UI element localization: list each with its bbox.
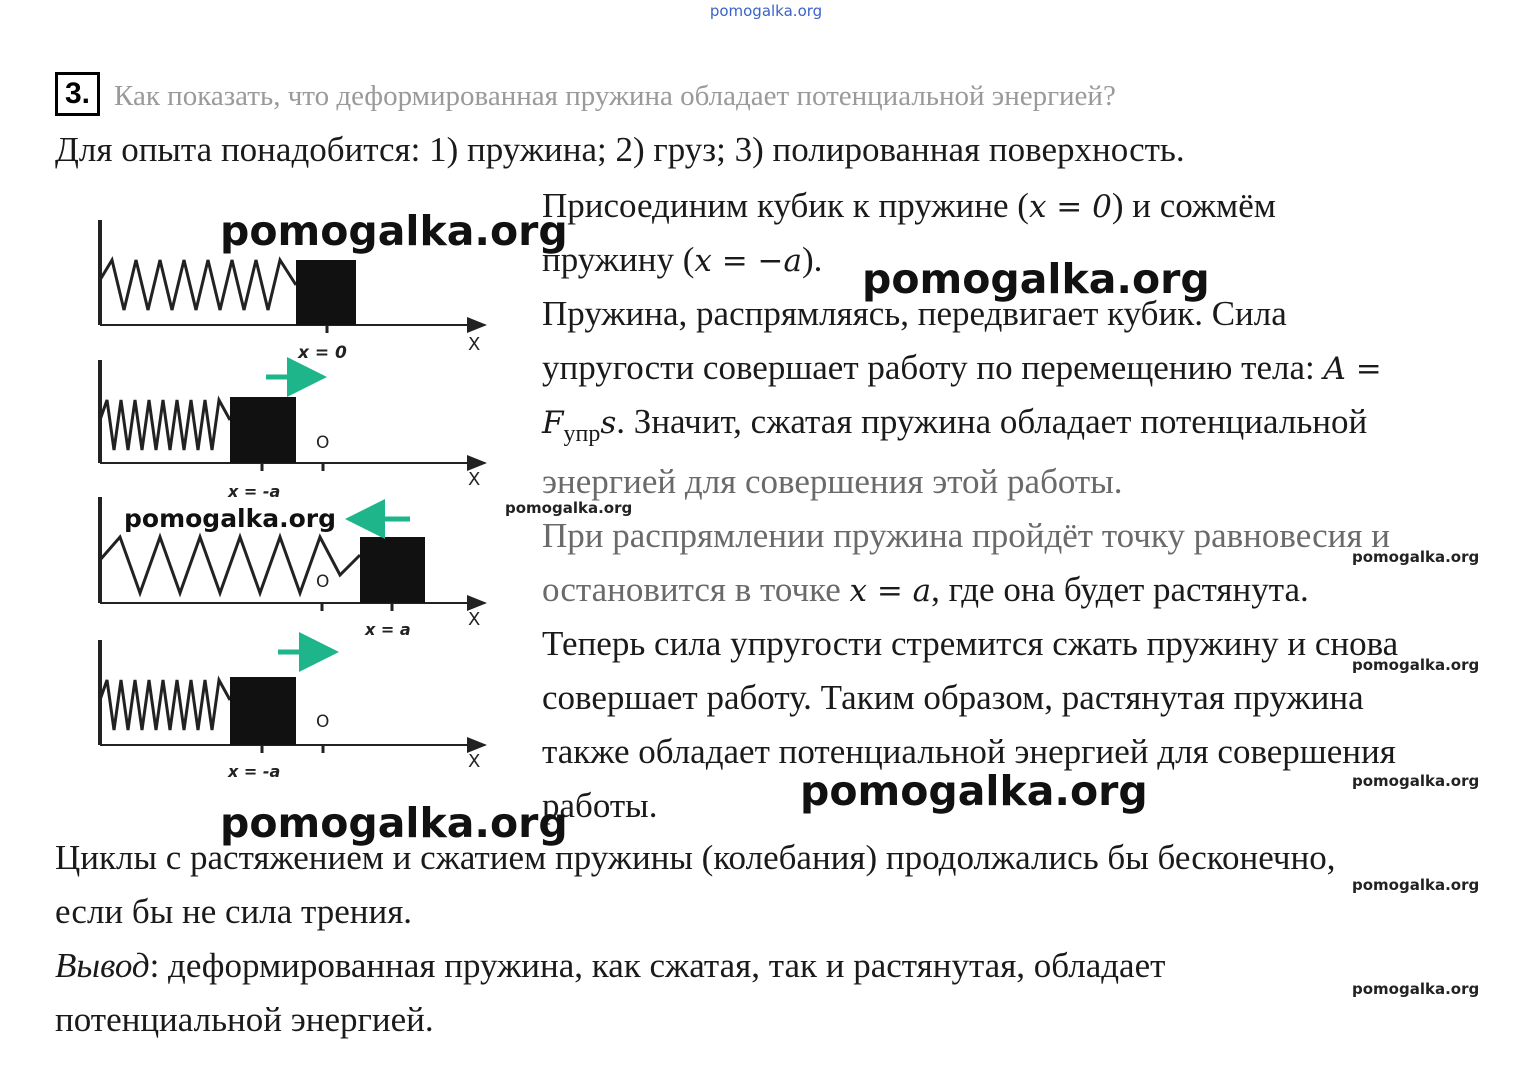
math-x-equals-0: x = 0 bbox=[1028, 189, 1112, 225]
math-force-subscript: упр bbox=[563, 421, 601, 447]
watermark-8: pomogalka.org bbox=[800, 767, 1148, 815]
watermark-9: pomogalka.org bbox=[220, 799, 568, 847]
question-text: Как показать, что деформированная пружина обладает потенциальной энергией? bbox=[114, 80, 1116, 112]
panel4-axis-label: X bbox=[468, 751, 481, 772]
materials-text: Для опыта понадобится: 1) пружина; 2) груз; 3) полированная поверхность. bbox=[55, 130, 1185, 169]
panel2-axis-label: X bbox=[468, 469, 481, 490]
math-s: s bbox=[600, 405, 617, 441]
paragraph-line-12: работы. bbox=[542, 786, 658, 825]
watermark-10: pomogalka.org bbox=[1352, 876, 1480, 894]
conclusion-label: Вывод bbox=[55, 946, 150, 985]
watermark-6: pomogalka.org bbox=[1352, 656, 1480, 674]
panel4-x-label: x = -a bbox=[228, 762, 281, 781]
paragraph-line-9: Теперь сила упругости стремится сжать пружину и снова bbox=[542, 624, 1399, 663]
panel3-axis-label: X bbox=[468, 609, 481, 630]
paragraph-line-10: совершает работу. Таким образом, растянутая пружина bbox=[542, 678, 1364, 717]
panel1-axis-label: X bbox=[468, 334, 481, 355]
paragraph-line-8: остановится в точке x = a, где она будет растянута. bbox=[542, 570, 1309, 609]
math-a-equals: A = bbox=[1323, 351, 1382, 387]
cycles-line-1: Циклы с растяжением и сжатием пружины (колебания) продолжались бы бесконечно, bbox=[55, 838, 1336, 877]
panel2-origin-label: O bbox=[316, 433, 330, 453]
watermark-1: pomogalka.org bbox=[220, 207, 568, 255]
watermark-7: pomogalka.org bbox=[1352, 772, 1480, 790]
panel3-origin-label: O bbox=[316, 572, 330, 592]
panel2-x-label: x = -a bbox=[228, 482, 281, 501]
panel3-x-label: x = a bbox=[365, 620, 411, 639]
paragraph-line-11: также обладает потенциальной энергией для совершения bbox=[542, 732, 1396, 771]
paragraph-line-1: Присоединим кубик к пружине (x = 0) и сожмём bbox=[542, 186, 1276, 225]
conclusion-line-1: Вывод: деформированная пружина, как сжатая, так и растянутая, обладает bbox=[55, 946, 1166, 985]
math-x-equals-minus-a: x = −a bbox=[694, 243, 802, 279]
watermark-3: pomogalka.org bbox=[124, 504, 337, 533]
watermark-4: pomogalka.org bbox=[505, 499, 633, 517]
panel1-x-label: x = 0 bbox=[298, 343, 347, 363]
question-number: 3. bbox=[55, 72, 100, 116]
paragraph-line-5: $F_{упр}s$. Значит, сжатая пружина обладает потенциальной bbox=[542, 402, 1368, 447]
paragraph-line-4: упругости совершает работу по перемещению тела: A = bbox=[542, 348, 1382, 387]
cycles-line-2: если бы не сила трения. bbox=[55, 892, 413, 931]
math-force: F bbox=[542, 405, 564, 441]
conclusion-line-2: потенциальной энергией. bbox=[55, 1000, 434, 1039]
watermark-2: pomogalka.org bbox=[862, 255, 1210, 303]
math-x-equals-a: x = a bbox=[849, 573, 932, 609]
diagram-panel-4 bbox=[100, 640, 485, 781]
paragraph-line-3: Пружина, распрямляясь, передвигает кубик. Сила bbox=[542, 294, 1287, 333]
paragraph-line-6: энергией для совершения этой работы. bbox=[542, 462, 1123, 501]
spring-diagram bbox=[90, 205, 500, 795]
paragraph-line-7: При распрямлении пружина пройдёт точку равновесия и bbox=[542, 516, 1390, 555]
paragraph-line-2: пружину (x = −a). bbox=[542, 240, 823, 279]
watermark-11: pomogalka.org bbox=[1352, 980, 1480, 998]
diagram-panel-2 bbox=[100, 360, 485, 501]
watermark-5: pomogalka.org bbox=[1352, 548, 1480, 566]
watermark-top[interactable]: pomogalka.org bbox=[709, 2, 823, 20]
panel4-origin-label: O bbox=[316, 712, 330, 732]
